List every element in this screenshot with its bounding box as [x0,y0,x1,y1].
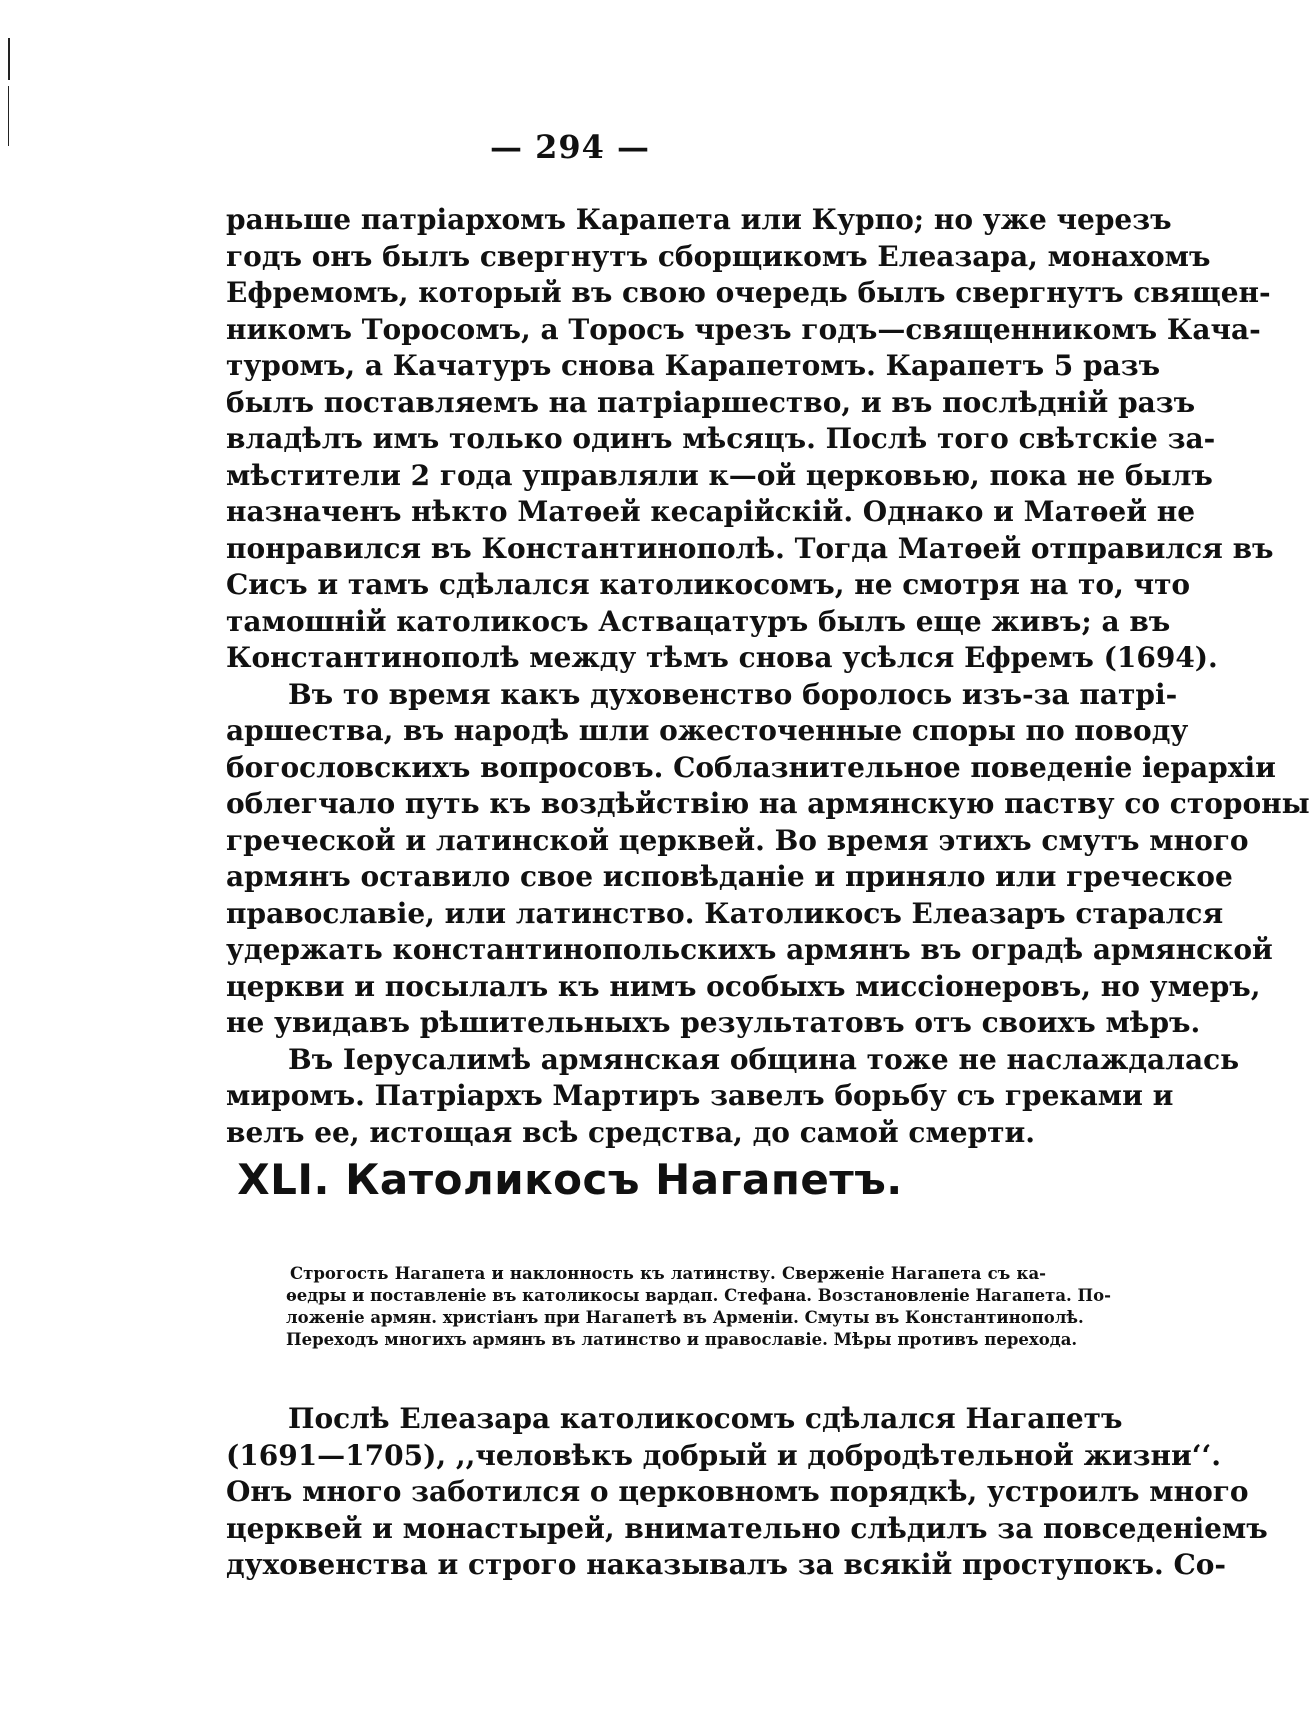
summary-line: Строгость Нагапета и наклонность къ латинству. Свержeніе Нагапета съ ка- [290,1264,1046,1283]
text-line: раньше патріархомъ Карапета или Курпо; но уже черезъ [226,203,1172,236]
text-line: армянъ оставило свое исповѣданіе и приняло или греческое [226,860,1233,893]
text-line: Онъ много заботился о церковномъ порядкѣ, устроилъ много [226,1475,1249,1508]
text-line: миромъ. Патріархъ Мартиръ завелъ борьбу съ греками и [226,1079,1174,1112]
summary-line: ложеніе армян. христіанъ при Нагапетѣ въ Арменіи. Смуты въ Константинополѣ. [286,1308,1084,1327]
text-line: богословскихъ вопросовъ. Соблазнительное поведеніе іерархіи [226,750,1276,784]
text-line: никомъ Торосомъ, а Торосъ чрезъ годъ—священникомъ Кача- [226,312,1261,346]
text-line: назначенъ нѣкто Матѳей кесарійскій. Однако и Матѳей не [226,495,1196,528]
text-line: Ефремомъ, который въ свою очередь былъ свергнутъ священ- [226,276,1271,309]
text-line: годъ онъ былъ свергнутъ сборщикомъ Елеазара, монахомъ [226,239,1211,273]
text-line: облегчало путь къ воздѣйствію на армянскую паству со стороны [226,787,1310,820]
text-line: удержать константинопольскихъ армянъ въ оградѣ армянской [226,933,1273,966]
paragraph-start: Въ Іерусалимѣ армянская община тоже не наслаждалась [288,1042,1240,1076]
text-block-continued [226,202,1310,1151]
text-line: Сисъ и тамъ сдѣлался католикосомъ, не смотря на то, что [226,568,1191,601]
chapter-body [226,1401,1268,1584]
text-line: велъ ее, истощая всѣ средства, до самой смерти. [226,1115,1036,1149]
text-line: церкви и посылалъ къ нимъ особыхъ миссіонеровъ, но умеръ, [226,969,1261,1003]
text-line: туромъ, а Качатуръ снова Карапетомъ. Карапетъ 5 разъ [226,349,1161,382]
text-line: духовенства и строго наказывалъ за всякій проступокъ. Со- [226,1548,1227,1581]
summary-line: Переходъ многихъ армянъ въ латинство и православіе. Мѣры противъ перехода. [286,1330,1078,1349]
text-line: греческой и латинской церквей. Во время этихъ смутъ много [226,823,1249,857]
summary-line: ѳедры и поставленіе въ католикосы вардап. Стефана. Возстановленіе Нагапета. По- [286,1286,1111,1305]
chapter-summary [286,1263,1111,1351]
page-number: — 294 — [489,128,651,166]
text-line: аршества, въ народѣ шли ожесточенные споры по поводу [226,714,1189,747]
paragraph-start: Послѣ Елеазара католикосомъ сдѣлался Нагапетъ [288,1402,1123,1435]
text-line: православіе, или латинство. Католикосъ Елеазаръ старался [226,896,1224,930]
text-line: не увидавъ рѣшительныхъ результатовъ отъ своихъ мѣръ. [226,1006,1201,1039]
text-line: понравился въ Константинополѣ. Тогда Матѳей отправился въ [226,531,1274,565]
text-line: (1691—1705), ,,человѣкъ добрый и добродѣтельной жизни‘‘. [226,1438,1221,1472]
chapter-title: XLI. Католикосъ Нагапетъ. [237,1155,903,1204]
text-line: мѣстители 2 года управляли к—ой церковью, пока не былъ [226,458,1213,492]
text-line: былъ поставляемъ на патріаршество, и въ послѣдній разъ [226,385,1196,419]
text-line: Константинополѣ между тѣмъ снова усѣлся Ефремъ (1694). [226,641,1218,674]
text-line: тамошній католикосъ Аствацатуръ былъ еще живъ; а въ [226,604,1171,638]
paragraph-start: Въ то время какъ духовенство боролось изъ-за патрі- [288,677,1178,711]
text-line: владѣлъ имъ только одинъ мѣсяцъ. Послѣ того свѣтскіе за- [226,422,1216,455]
text-line: церквей и монастырей, внимательно слѣдилъ за повседеніемъ [226,1511,1268,1545]
scan-edge-mark [8,38,10,80]
